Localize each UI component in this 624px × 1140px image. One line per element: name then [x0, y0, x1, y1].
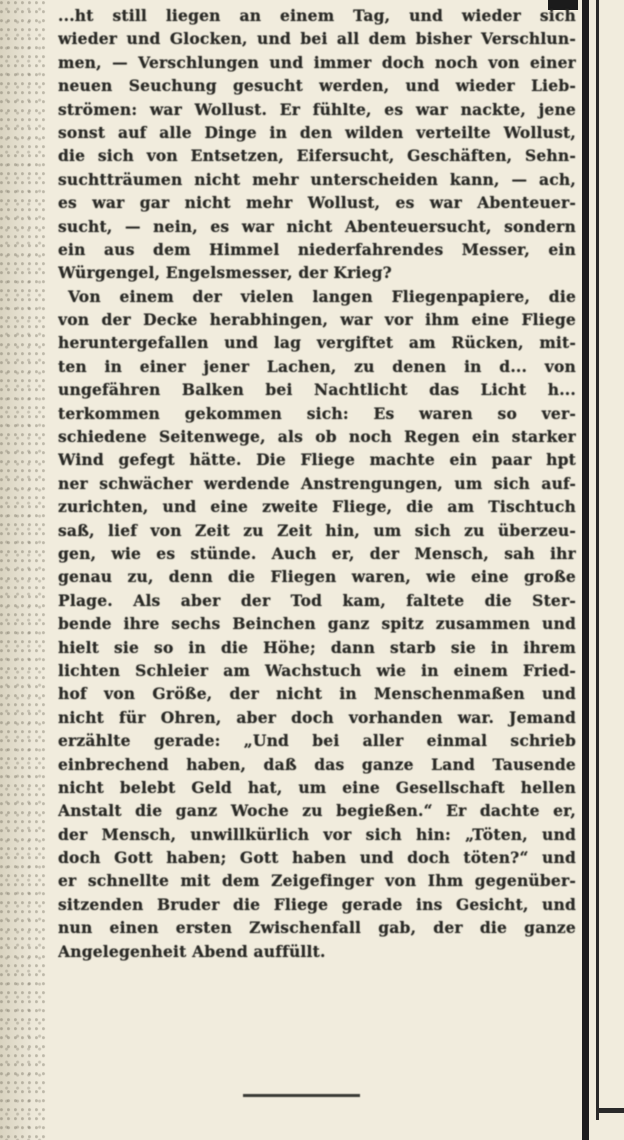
text-line: strömen: war Wollust. Er fühlte, es war nackte, jene: [58, 99, 576, 119]
text-line: nicht für Ohren, aber doch vorhanden war. Jemand: [58, 707, 576, 727]
text-line: terkommen gekommen sich: Es waren so ver-: [58, 403, 576, 423]
text-line: lichten Schleier am Wachstuch wie in einem Fried-: [58, 660, 576, 680]
text-line: saß, lief von Zeit zu Zeit hin, um sich zu überzeu-: [58, 520, 576, 540]
text-line: es war gar nicht mehr Wollust, es war Abenteuer-: [58, 193, 576, 213]
text-line: wieder und Glocken, und bei all dem bisher Verschlun-: [58, 29, 576, 49]
text-line: sonst auf alle Dinge in den wilden verteilte Wollust,: [58, 122, 576, 142]
text-line: heruntergefallen und lag vergiftet am Rücken, mit-: [58, 333, 576, 353]
text-line: er schnellte mit dem Zeigefinger von Ihm gegenüber-: [58, 871, 576, 891]
text-line: die sich von Entsetzen, Eifersucht, Geschäften, Sehn-: [58, 146, 576, 166]
text-line: ner schwächer werdende Anstrengungen, um sich auf-: [58, 473, 576, 493]
article-end-rule: [243, 1094, 360, 1097]
text-line: neuen Seuchung gesucht werden, und wieder Lieb-: [58, 76, 576, 96]
text-line: men, — Verschlungen und immer doch noch von einer: [58, 52, 576, 72]
text-line: schiedene Seitenwege, als ob noch Regen ein starker: [58, 427, 576, 447]
scan-margin: [0, 0, 46, 1140]
text-line: ein aus dem Himmel niederfahrendes Messer, ein: [58, 239, 576, 259]
text-line: der Mensch, unwillkürlich vor sich hin: „Töten, und: [58, 824, 576, 844]
text-line: von der Decke herabhingen, war vor ihm eine Fliege: [58, 310, 576, 330]
text-line: einbrechend haben, daß das ganze Land Tausende: [58, 754, 576, 774]
text-line: sitzenden Bruder die Fliege gerade ins Gesicht, und: [58, 894, 576, 914]
text-line: Plage. Als aber der Tod kam, faltete die Ster-: [58, 590, 576, 610]
text-line: Würgengel, Engelsmesser, der Krieg?: [58, 263, 392, 283]
text-line: Anstalt die ganz Woche zu begießen.“ Er dachte er,: [58, 801, 576, 821]
text-line: doch Gott haben; Gott haben und doch töten?“ und: [58, 848, 576, 868]
text-line: sucht, — nein, es war nicht Abenteuersucht, sondern: [58, 216, 576, 236]
bottom-corner-rule: [596, 1108, 624, 1113]
text-line: hof von Größe, der nicht in Menschenmaßen und: [58, 684, 576, 704]
text-line: erzählte gerade: „Und bei aller einmal schrieb: [58, 731, 576, 751]
text-line: Wind gefegt hätte. Die Fliege machte ein paar hpt: [58, 450, 576, 470]
text-line: nicht belebt Geld hat, um eine Gesellschaft hellen: [58, 777, 576, 797]
text-line: ten in einer jener Lachen, zu denen in d... von: [58, 356, 576, 376]
text-line: ungefähren Balken bei Nachtlicht das Licht h...: [58, 380, 576, 400]
column-divider-rule: [582, 0, 589, 1140]
text-line: gen, wie es stünde. Auch er, der Mensch, sah ihr: [58, 543, 576, 563]
text-line: zurichten, und eine zweite Fliege, die am Tischtuch: [58, 497, 576, 517]
text-line: Von einem der vielen langen Fliegenpapiere, die: [68, 286, 576, 306]
text-line: genau zu, denn die Fliegen waren, wie eine große: [58, 567, 576, 587]
text-line: suchtträumen nicht mehr unterscheiden kann, — ach,: [58, 169, 576, 189]
text-line: ...ht still liegen an einem Tag, und wieder sich: [58, 6, 576, 25]
article-text: [58, 4, 576, 963]
text-line: hielt sie so in die Höhe; dann starb sie in ihrem: [58, 637, 576, 657]
text-line: bende ihre sechs Beinchen ganz spitz zusammen und: [58, 614, 576, 634]
adjacent-column-rule: [596, 0, 599, 1120]
text-line: nun einen ersten Zwischenfall gab, der die ganze: [58, 918, 576, 938]
text-line: Angelegenheit Abend auffüllt.: [58, 941, 326, 961]
